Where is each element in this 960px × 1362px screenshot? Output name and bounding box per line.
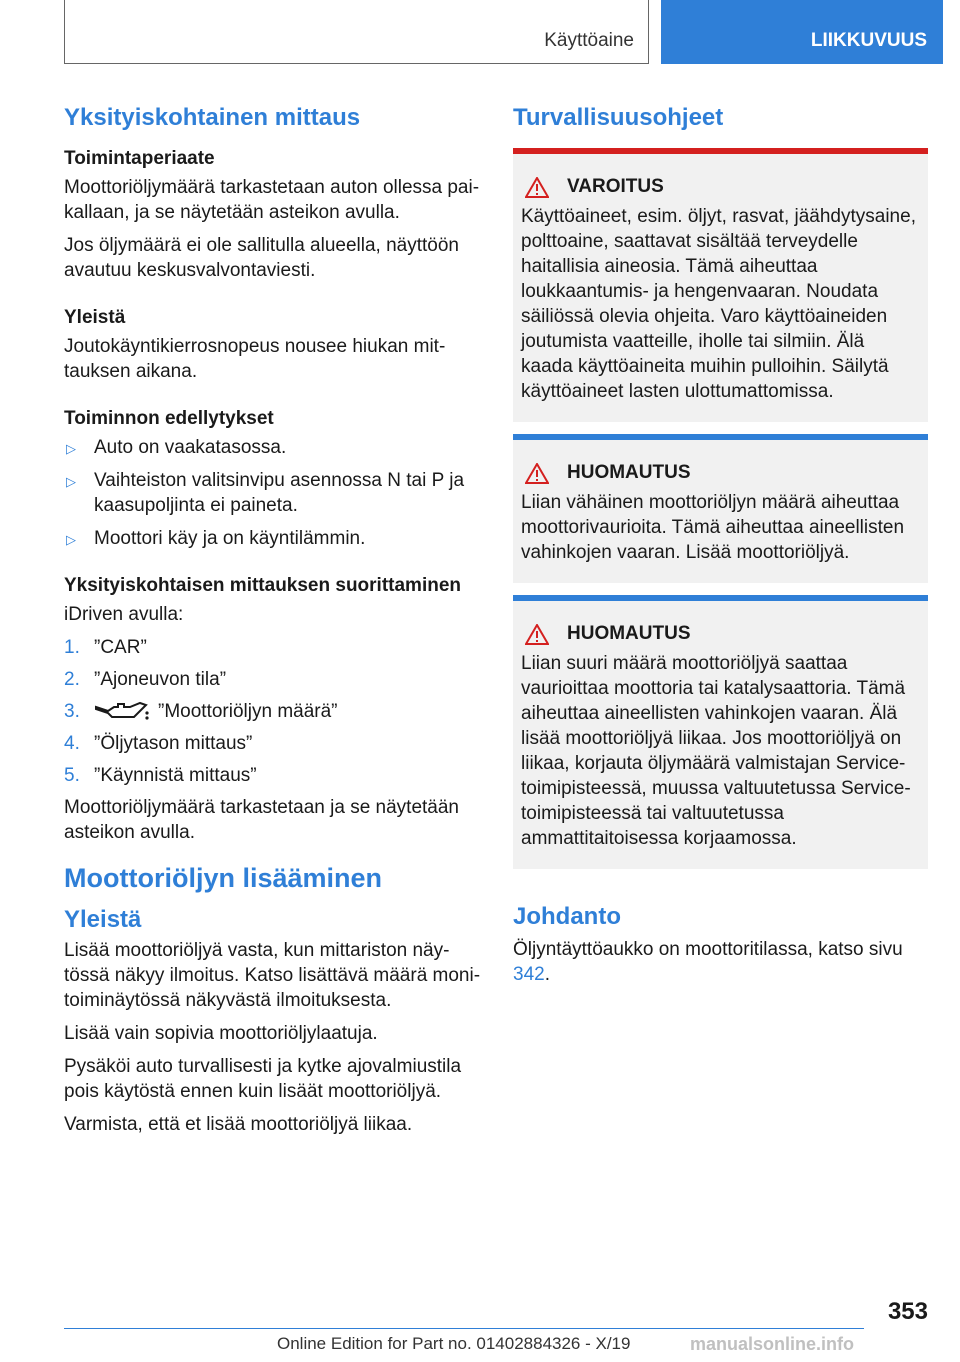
triangle-bullet-icon: ▷ <box>66 474 76 489</box>
warning-box <box>513 148 928 422</box>
list-item: ▷ Auto on vaakatasossa. <box>64 435 482 460</box>
oil-can-icon <box>94 701 150 723</box>
notice-box-excess-oil <box>513 595 928 869</box>
list-item: 4. ”Öljytason mittaus” <box>64 733 253 754</box>
notice-title: HUOMAUTUS <box>521 462 920 484</box>
add-oil-paragraph-3: Pysäköi auto turvallisesti ja kytke ajovalmiustila pois käytöstä ennen kuin lisäät moottoriöljyä. <box>64 1056 462 1102</box>
requirements-list <box>64 435 482 551</box>
notice-title: HUOMAUTUS <box>521 623 920 645</box>
list-item: ▷ Moottori käy ja on käyntilämmin. <box>64 526 482 551</box>
list-item: 1. ”CAR” <box>64 637 147 658</box>
section-title-safety: Turvallisuusohjeet <box>513 104 724 131</box>
triangle-bullet-icon: ▷ <box>66 532 76 547</box>
list-item: 5. ”Käynnistä mittaus” <box>64 765 257 786</box>
heading-general: Yleistä <box>64 307 126 328</box>
page-number: 353 <box>887 1298 928 1325</box>
list-item: ▷ Vaihteiston valitsinvipu asennossa N tai P ja kaasupoljinta ei paineta. <box>66 470 465 516</box>
list-item: 2. ”Ajoneuvon tila” <box>64 669 227 690</box>
heading-procedure: Yksityiskohtaisen mittauksen suorittaminen <box>64 575 462 596</box>
right-column <box>513 100 928 995</box>
heading-principle: Toimintaperiaate <box>64 148 215 169</box>
warning-text: Käyttöaineet, esim. öljyt, rasvat, jäähdytysaine, polttoaine, saattavat sisältää terveydelle haitallisia aineosia. Tämä aiheuttaa loukkaantumis- ja hengenvaaran. Noudata säiliössä olevia ohjeita. Varo käyttöaineiden joutumista vaatteille, iholle tai silmiin. Älä kaada käyttöaineita muihin pulloihin. Säilytä käyttöaineet lasten ulottumattomissa. <box>521 206 916 402</box>
general-paragraph: Joutokäyntikierrosnopeus nousee hiukan mittauksen aikana. <box>64 336 446 382</box>
triangle-bullet-icon: ▷ <box>66 441 76 456</box>
principle-paragraph-2: Jos öljymäärä ei ole sallitulla alueella, näyttöön avautuu keskusvalvontaviesti. <box>64 235 460 281</box>
subsection-title-general: Yleistä <box>64 906 142 933</box>
warning-triangle-icon <box>525 463 549 484</box>
header-section-tab[interactable] <box>661 0 943 64</box>
heading-requirements: Toiminnon edellytykset <box>64 408 274 429</box>
notice-text: Liian suuri määrä moottoriöljyä saattaa vaurioittaa moottoria tai katalysaattoria. Tämä aiheuttaa aineellisten vahinkojen vaaran. Älä lisää moottoriöljyä liikaa. Jos moottoriöljyä on liikaa, korjauta öljymäärä valmistajan Service-toimipisteessä, muussa valtuutetussa Service-toimipisteessä tai valtuutetussa ammattitaitoisessa korjaamossa. <box>521 653 911 849</box>
add-oil-paragraph-1: Lisää moottoriöljyä vasta, kun mittariston näytössä näkyy ilmoitus. Katso lisättävä määrä monitoiminäytössä näkyvästä ilmoituksesta. <box>64 940 481 1011</box>
header-chapter-tab <box>64 0 649 64</box>
warning-triangle-icon <box>525 624 549 645</box>
notice-box-low-oil <box>513 434 928 583</box>
header-chapter-label: Käyttöaine <box>544 30 634 51</box>
section-title-introduction: Johdanto <box>513 903 621 930</box>
left-column <box>64 100 482 1145</box>
procedure-intro: iDriven avulla: <box>64 604 184 625</box>
principle-paragraph-1: Moottoriöljymäärä tarkastetaan auton ollessa paikallaan, ja se näytetään asteikon avulla. <box>64 177 480 223</box>
introduction-paragraph: Öljyntäyttöaukko on moottoritilassa, katso sivu 342. <box>513 939 903 985</box>
section-title-adding-oil: Moottoriöljyn lisääminen <box>64 863 383 893</box>
list-item: 3. ”Moottoriöljyn määrä” <box>64 701 338 722</box>
footer-divider <box>64 1328 864 1329</box>
notice-text: Liian vähäinen moottoriöljyn määrä aiheuttaa moottorivaurioita. Tämä aiheuttaa aineellisten vahinkojen vaaran. Lisää moottoriöljyä. <box>521 492 905 563</box>
header-section-label: LIIKKUVUUS <box>810 30 927 51</box>
page-reference-link[interactable]: 342 <box>513 964 545 985</box>
footer-watermark: manualsonline.info <box>690 1334 855 1354</box>
footer-edition: Online Edition for Part no. 01402884326 - X/19 <box>277 1334 631 1353</box>
add-oil-paragraph-4: Varmista, että et lisää moottoriöljyä liikaa. <box>64 1114 413 1135</box>
procedure-steps <box>64 635 482 788</box>
warning-title: VAROITUS <box>521 176 920 198</box>
warning-triangle-icon <box>525 177 549 198</box>
add-oil-paragraph-2: Lisää vain sopivia moottoriöljylaatuja. <box>64 1023 378 1044</box>
procedure-result: Moottoriöljymäärä tarkastetaan ja se näytetään asteikon avulla. <box>64 797 459 843</box>
section-title-detailed-measurement: Yksityiskohtainen mittaus <box>64 104 361 131</box>
